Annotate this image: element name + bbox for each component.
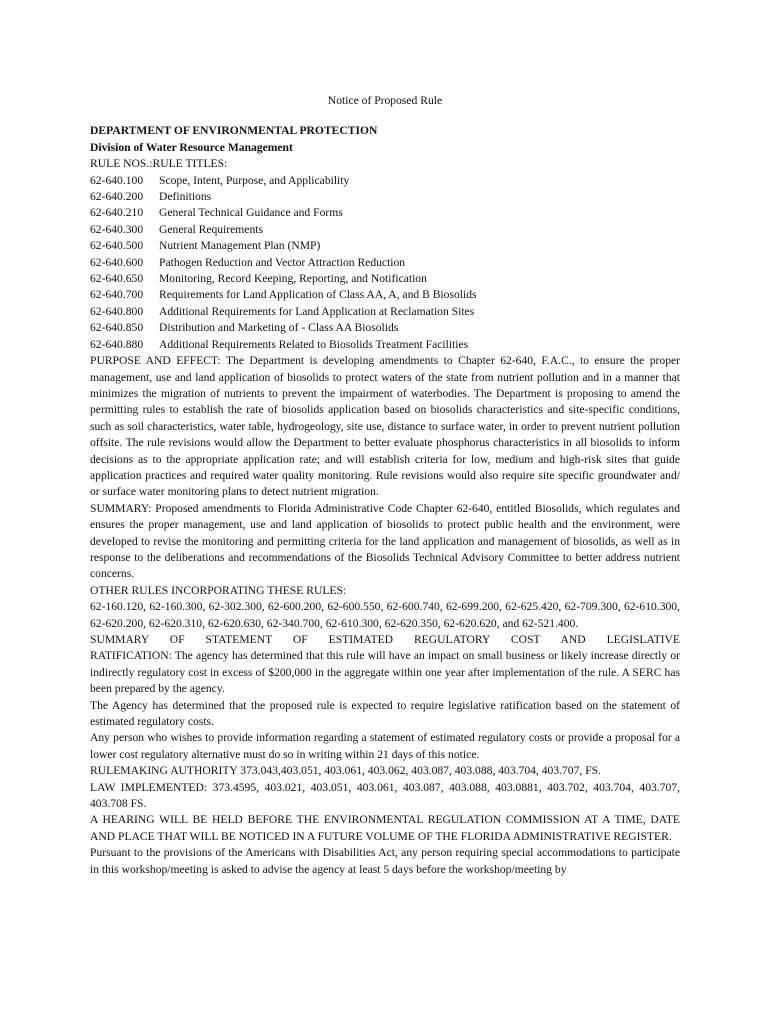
- rule-title: Pathogen Reduction and Vector Attraction Reduction: [159, 255, 406, 269]
- rule-number: 62-640.100: [90, 173, 144, 187]
- other-rules-list: 62-160.120, 62-160.300, 62-302.300, 62-600.200, 62-600.550, 62-600.740, 62-699.200, 62-625.420, 62-709.300, 62-610.300, 62-620.200, 62-620.310, 62-620.630, 62-340.700, 62-610.300, 62-620.350, 62-620.620, and 62-521.400.: [90, 600, 680, 630]
- other-rules-header: OTHER RULES INCORPORATING THESE RULES:: [90, 583, 347, 597]
- rule-row: [90, 337, 680, 353]
- rule-title: Additional Requirements Related to Biosolids Treatment Facilities: [159, 337, 469, 351]
- rule-row: [90, 287, 680, 303]
- serc-summary: RATIFICATION: The agency has determined that this rule will have an impact on small business or likely increase directly or indirectly regulatory cost in excess of $200,000 in the aggregate within one year after implementation of the rule. A SERC has been prepared by the agency.: [90, 649, 680, 696]
- division-heading: Division of Water Resource Management: [90, 140, 293, 154]
- rule-row: [90, 304, 680, 320]
- law-implemented: LAW IMPLEMENTED: 373.4595, 403.021, 403.051, 403.061, 403.087, 403.088, 403.0881, 403.702, 403.704, 403.707, 403.708 FS.: [90, 780, 680, 811]
- rule-row: [90, 271, 680, 287]
- rule-row: [90, 173, 680, 189]
- rule-title: Nutrient Management Plan (NMP): [159, 239, 321, 253]
- rule-number: 62-640.600: [90, 255, 144, 269]
- rule-row: [90, 255, 680, 271]
- rule-number: 62-640.300: [90, 222, 144, 236]
- rule-row: [90, 189, 680, 205]
- rule-row: [90, 222, 680, 238]
- summary: SUMMARY: Proposed amendments to Florida Administrative Code Chapter 62-640, entitled Biosolids, which regulates and ensures the proper management, use and land application of biosolids to protect public health and the environment, were developed to revise the monitoring and permitting criteria for the land application and management of biosolids, as well as in response to the deliberations and recommendations of the Biosolids Technical Advisory Committee to better address nutrient concerns.: [90, 501, 680, 581]
- information-request: Any person who wishes to provide information regarding a statement of estimated regulatory costs or provide a proposal for a lower cost regulatory alternative must do so in writing within 21 days of this notice.: [90, 731, 680, 761]
- rule-number: 62-640.700: [90, 288, 144, 302]
- legislative-ratification: The Agency has determined that the proposed rule is expected to require legislative ratification based on the statement of estimated regulatory costs.: [90, 698, 680, 729]
- rule-title: General Requirements: [159, 222, 263, 236]
- rule-number: 62-640.210: [90, 206, 144, 220]
- rule-title: Distribution and Marketing of - Class AA Biosolids: [159, 321, 399, 335]
- rule-number: 62-640.650: [90, 272, 144, 286]
- rule-number: 62-640.500: [90, 239, 144, 253]
- rule-number: 62-640.200: [90, 190, 144, 204]
- rule-title: General Technical Guidance and Forms: [159, 206, 343, 220]
- rule-list: [90, 173, 680, 353]
- rule-row: [90, 320, 680, 336]
- rule-title: Requirements for Land Application of Class AA, A, and B Biosolids: [159, 288, 477, 302]
- rule-row: [90, 205, 680, 221]
- rule-row: [90, 238, 680, 254]
- rule-title: Scope, Intent, Purpose, and Applicability: [159, 173, 350, 187]
- department-heading: DEPARTMENT OF ENVIRONMENTAL PROTECTION: [90, 124, 378, 138]
- rule-list-header: RULE NOS.:RULE TITLES:: [90, 157, 228, 171]
- purpose-and-effect: PURPOSE AND EFFECT: The Department is developing amendments to Chapter 62-640, F.A.C., to ensure the proper management, use and land application of biosolids to protect waters of the state from nutrient pollution and in a manner that minimizes the migration of nutrients to prevent the impairment of waterbodies. The Department is proposing to amend the permitting rules to establish the rate of biosolids application based on biosolids characteristics and site-specific conditions, such as soil characteristics, water table, hydrogeology, site use, distance to surface water, in order to prevent nutrient pollution offsite. The rule revisions would allow the Department to better evaluate phosphorus characteristics in all biosolids to inform decisions as to the appropriate application rate; and will establish criteria for low, medium and high-risk sites that guide application practices and required water quality monitoring. Rule revisions would also require site specific groundwater and/ or surface water monitoring plans to detect nutrient migration.: [90, 354, 680, 499]
- rule-number: 62-640.850: [90, 321, 144, 335]
- hearing-notice: A HEARING WILL BE HELD BEFORE THE ENVIRONMENTAL REGULATION COMMISSION AT A TIME, DATE AND PLACE THAT WILL BE NOTICED IN A FUTURE VOLUME OF THE FLORIDA ADMINISTRATIVE REGISTER.: [90, 813, 680, 843]
- rule-title: Monitoring, Record Keeping, Reporting, and Notification: [159, 272, 427, 286]
- serc-heading: SUMMARY OF STATEMENT OF ESTIMATED REGULATORY COST AND LEGISLATIVE: [90, 633, 680, 646]
- rulemaking-authority: RULEMAKING AUTHORITY 373.043,403.051, 403.061, 403.062, 403.087, 403.088, 403.704, 403.707, FS.: [90, 764, 601, 778]
- document-title: Notice of Proposed Rule: [327, 94, 443, 107]
- rule-number: 62-640.880: [90, 337, 144, 351]
- rule-number: 62-640.800: [90, 304, 144, 318]
- ada-notice: Pursuant to the provisions of the Americans with Disabilities Act, any person requiring special accommodations to participate in this workshop/meeting is asked to advise the agency at least 5 days before the workshop/meeting by: [90, 846, 680, 876]
- document-page: [90, 93, 680, 878]
- rule-title: Definitions: [159, 190, 212, 204]
- rule-title: Additional Requirements for Land Application at Reclamation Sites: [159, 304, 475, 318]
